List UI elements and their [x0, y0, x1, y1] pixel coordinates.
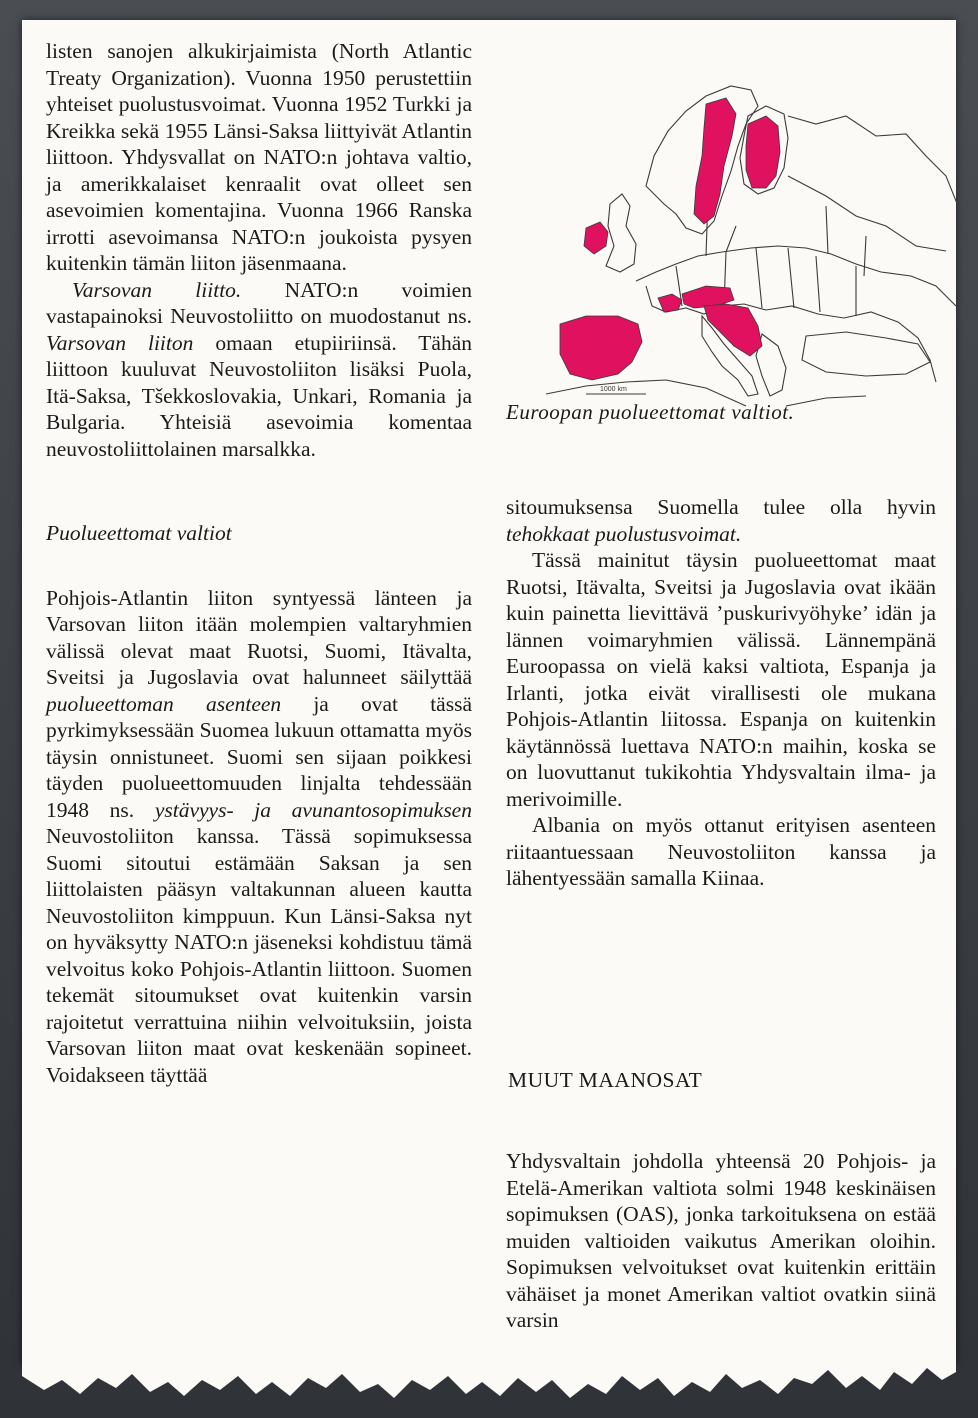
paragraph-oas: Yhdysvaltain johdolla yhteensä 20 Pohjois- ja Etelä-Amerikan valtiota solmi 1948 keskinäisen sopimuksen (OAS), jonka tarkoituksena on estää muiden valtioiden vaikutus Amerikan oloihin. Sopimuksen velvoitukset ovat kuitenkin erittäin vähäiset ja monet Amerikan valtiot ovatkin siinä varsin — [506, 1149, 936, 1332]
term-varsovan-liiton: Varsovan liiton — [46, 330, 194, 355]
paragraph-text: omaan etupiiriinsä. Tähän liittoon kuuluvat Neuvostoliiton lisäksi Puola, Itä-Saksa, Tšekkoslovakia, Unkari, Romania ja Bulgaria. Yhteisiä asevoimia komentaa neuvostoliittolainen marsalkka. — [46, 330, 473, 461]
russia-border — [788, 116, 958, 251]
scale-bar — [586, 386, 646, 394]
term-puolueeton-asenne: puolueettoman asenteen — [46, 691, 282, 716]
map-caption: Euroopan puolueettomat valtiot. — [506, 400, 795, 424]
turkey-outline — [802, 332, 930, 376]
right-column-top — [506, 494, 936, 892]
scale-label: 1000 km — [600, 386, 627, 393]
spain-region — [560, 316, 642, 380]
europe-neutral-states-map — [526, 76, 958, 416]
sweden-region — [694, 98, 736, 224]
term-varsovan-liitto: Varsovan liitto. — [72, 277, 242, 302]
paragraph-text: ja ovat tässä pyrkimyksessään Suomea lukuun ottamatta myös täysin onnistuneet. Suomi sen sijaan poikkesi täyden puolueettomuuden linjalta tehdessään 1948 ns. — [46, 691, 472, 822]
term-puolustusvoimat: tehokkaat puolustusvoimat. — [506, 521, 742, 546]
paragraph-varsovan-liitto — [46, 277, 472, 463]
paragraph-puskurivyohyke: Tässä mainitut täysin puolueettomat maat Ruotsi, Itävalta, Sveitsi ja Jugoslavia ovat ikään kuin painetta lievittävä ’puskurivyöhyke’ idän ja lännen voimaryhmien välissä. Lännempänä Euroopassa on vielä kaksi valtiota, Espanja ja Irlanti, jotka eivät virallisesti ole mukana Pohjois-Atlantin liitossa. Espanja on kuitenkin käytännössä luettava NATO:n maihin, koska se on luovuttanut tukikohtia Yhdysvaltain ilma- ja merivoimille. — [506, 548, 936, 811]
section-heading-muut-maanosat: MUUT MAANOSAT — [508, 1068, 703, 1092]
torn-edge — [22, 1338, 956, 1408]
right-column-bottom — [506, 1148, 936, 1334]
term-yya-sopimus: ystävyys- ja avunantosopimuksen — [154, 797, 472, 822]
britain-outline — [606, 194, 636, 272]
neutral-states — [560, 98, 780, 380]
finland-region — [746, 116, 780, 188]
paragraph-nato: listen sanojen alkukirjaimista (North Atlantic Treaty Organization). Vuonna 1950 perustettiin yhteiset puolustusvoimat. Vuonna 1952 Turkki ja Kreikka sekä 1955 Länsi-Saksa liittyivät Atlantin liittoon. Yhdysvallat on NATO:n johtava valtio, ja amerikkalaiset kenraalit ovat olleet sen asevoimien komentajina. Vuonna 1966 Ranska irrotti asevoimansa NATO:n joukoista pysyen kuitenkin tämän liiton jäsenmaana. — [46, 39, 472, 275]
yugoslavia-region — [704, 304, 762, 356]
torn-paper-edge — [22, 1338, 956, 1398]
book-page — [22, 20, 956, 1365]
mainland-outline — [636, 246, 956, 382]
paragraph-text: Neuvostoliiton kanssa. Tässä sopimuksessa Suomi sitoutui estämään Saksan ja sen liittolaisten pääsyn valtakunnan alueen kautta Neuvostoliiton kimppuun. Kun Länsi-Saksa nyt on hyväksytty NATO:n jäseneksi kohdistuu tämä velvoitus koko Pohjois-Atlantin liittoon. Suomen tekemät sitoumukset ovat kuitenkin varsin rajoitetut verrattuina niihin velvoituksiin, joista Varsovan liiton maat ovat keskenään sopineet. Voidakseen täyttää — [46, 824, 472, 1087]
ireland-region — [584, 222, 608, 254]
paragraph-text: NATO:n voimien vastapainoksi Neuvostoliitto on muodostanut ns. — [46, 277, 472, 328]
section-heading-puolueettomat: Puolueettomat valtiot — [46, 521, 232, 545]
paragraph-albania: Albania on myös ottanut erityisen asenteen riitaantuessaan Neuvostoliiton kanssa ja lähentyessään samalla Kiinaa. — [506, 813, 936, 890]
switzerland-region — [658, 294, 682, 312]
paragraph-text: sitoumuksensa Suomella tulee olla hyvin — [506, 495, 936, 519]
paragraph-puolueettomat — [46, 585, 472, 1089]
left-column — [46, 38, 472, 1088]
paragraph-sitoumukset — [506, 494, 936, 547]
paragraph-text: Pohjois-Atlantin liiton syntyessä länteen ja Varsovan liiton itään molempien valtaryhmien välissä olevat maat Ruotsi, Suomi, Itävalta, Sveitsi ja Jugoslavia ovat halunneet säilyttää — [46, 585, 472, 689]
